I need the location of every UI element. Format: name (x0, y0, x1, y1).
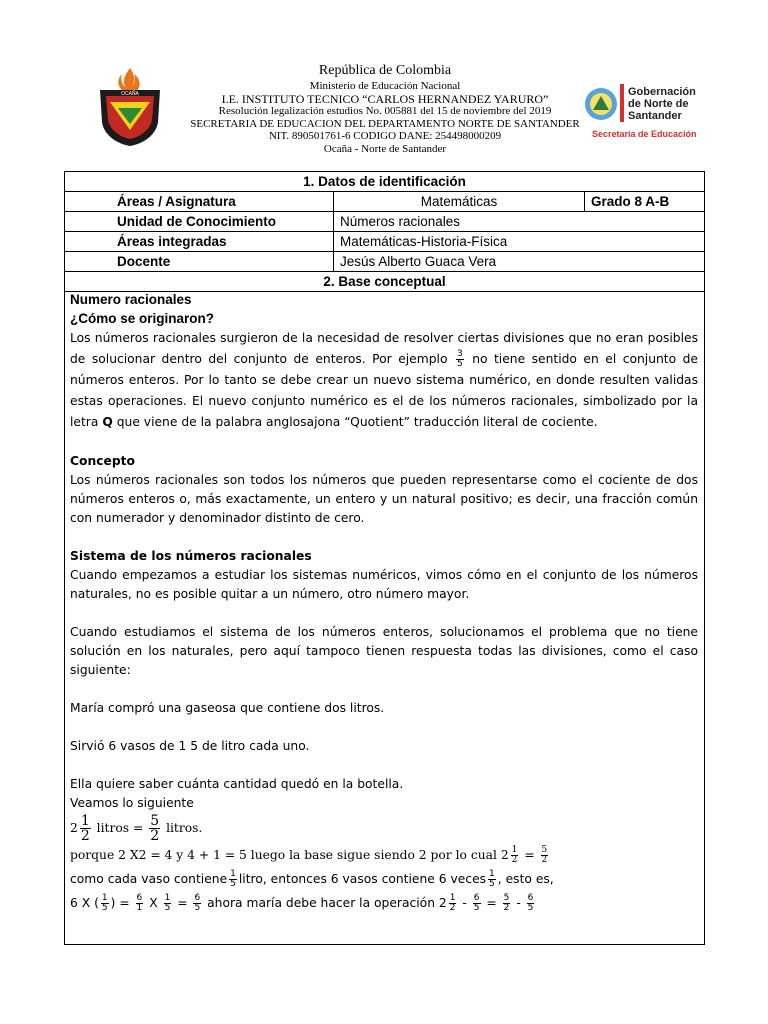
equation-4: 6 X ( $\frac{1}{5}$ ) = $\frac{6}{1}$ X $\frac{1}{5}$ = $\frac{6}{5}$ ahora maría debe hacer la operación 2 $\frac{1}{2}$ - $\frac{6}{5}$ = $\frac{5}{2}$ - $\frac{6}{5}$ (70, 893, 534, 913)
identification-table (64, 171, 705, 292)
gobernacion-logo (584, 82, 704, 144)
value-areas: Matemáticas (334, 192, 585, 212)
system-paragraph-2: Cuando estudiamos el sistema de los números enteros, solucionamos el problema que no tiene solución en los naturales, pero aquí tampoco tienen respuesta todas las divisiones, como el caso siguiente: (70, 625, 698, 677)
equation-3: como cada vaso contiene $\frac{1}{5}$ litro, entonces 6 vasos contiene 6 veces $\frac{1}{5}$ , esto es, (70, 869, 554, 889)
city-line: Ocaña - Norte de Santander (323, 142, 447, 155)
country-line: República de Colombia (318, 63, 452, 78)
ministry-line: Ministerio de Educación Nacional (309, 80, 461, 92)
row-unidad (65, 212, 705, 232)
svg-text:Santander: Santander (628, 110, 682, 122)
system-heading: Sistema de los números racionales (70, 549, 312, 563)
institution-line: I.E. INSTITUTO TECNICO “CARLOS HERNANDEZ YARURO” (221, 91, 549, 106)
base-section-title: 2. Base conceptual (65, 272, 705, 292)
origin-heading: ¿Cómo se originaron? (70, 311, 215, 326)
equation-1: 2 $\frac{1}{2}$ litros = $\frac{5}{2}$ litros. (70, 813, 203, 844)
svg-text:Secretaría de Educación: Secretaría de Educación (592, 129, 697, 139)
value-unidad: Números racionales (334, 212, 705, 232)
secretariat-line: SECRETARIA DE EDUCACION DEL DEPARTAMENTO NORTE DE SANTANDER (190, 117, 580, 130)
school-shield-logo (96, 66, 164, 148)
veamos-line: Veamos lo siguiente (70, 796, 194, 810)
row-integradas (65, 232, 705, 252)
label-integradas: Áreas integradas (65, 232, 334, 252)
value-docente: Jesús Alberto Guaca Vera (334, 252, 705, 272)
svg-text:de Norte de: de Norte de (628, 98, 689, 110)
topic-title: Numero racionales (70, 292, 192, 307)
value-integradas: Matemáticas-Historia-Física (334, 232, 705, 252)
row-docente (65, 252, 705, 272)
letterhead (170, 62, 600, 155)
equation-2: porque 2 X2 = 4 y 4 + 1 = 5 luego la base sigue siendo 2 por lo cual 2 $\frac{1}{2}$ = $\frac{5}{2}$ (70, 845, 548, 865)
maria-line-2: Sirvió 6 vasos de 1 5 de litro cada uno. (70, 739, 310, 753)
concept-paragraph: Los números racionales son todos los números que pueden representarse como el cociente de dos números enteros o, más exactamente, un entero y un natural positivo; es decir, una fracción común con numerador y denominador distinto de cero. (70, 473, 698, 525)
origin-paragraph: Los números racionales surgieron de la necesidad de resolver ciertas divisiones que no eran posibles de solucionar dentro del conjunto de enteros. Por ejemplo $\frac{3}{5}$ no tiene sentido en el conjunto de números enteros. Por lo tanto se debe crear un nuevo sistema numérico, en donde resulten validas estas operaciones. El nuevo conjunto numérico es el de los números racionales, simbolizado por la letra Q que viene de la palabra anglosajona “Quotient” traducción literal de cociente. (70, 331, 698, 429)
identification-title: 1. Datos de identificación (65, 172, 705, 192)
value-grade: Grado 8 A-B (585, 192, 705, 212)
svg-text:OCAÑA: OCAÑA (121, 91, 139, 97)
nit-line: NIT. 890501761-6 CODIGO DANE: 254498000209 (268, 130, 502, 142)
label-docente: Docente (65, 252, 334, 272)
maria-line-1: María compró una gaseosa que contiene dos litros. (70, 701, 385, 715)
resolution-line: Resolución legalización estudios No. 005881 del 15 de noviembre del 2019 (218, 105, 552, 117)
label-areas: Áreas / Asignatura (65, 192, 334, 212)
label-unidad: Unidad de Conocimiento (65, 212, 334, 232)
concept-heading: Concepto (70, 454, 135, 468)
system-paragraph-1: Cuando empezamos a estudiar los sistemas numéricos, vimos cómo en el conjunto de los números naturales, no es posible quitar a un número, otro número mayor. (70, 568, 698, 601)
conceptual-content (70, 290, 698, 915)
row-areas (65, 192, 705, 212)
svg-text:Gobernación: Gobernación (628, 86, 696, 98)
fraction-3-5: $\frac{3}{5}$ (456, 349, 463, 369)
maria-line-3: Ella quiere saber cuánta cantidad quedó en la botella. (70, 777, 404, 791)
